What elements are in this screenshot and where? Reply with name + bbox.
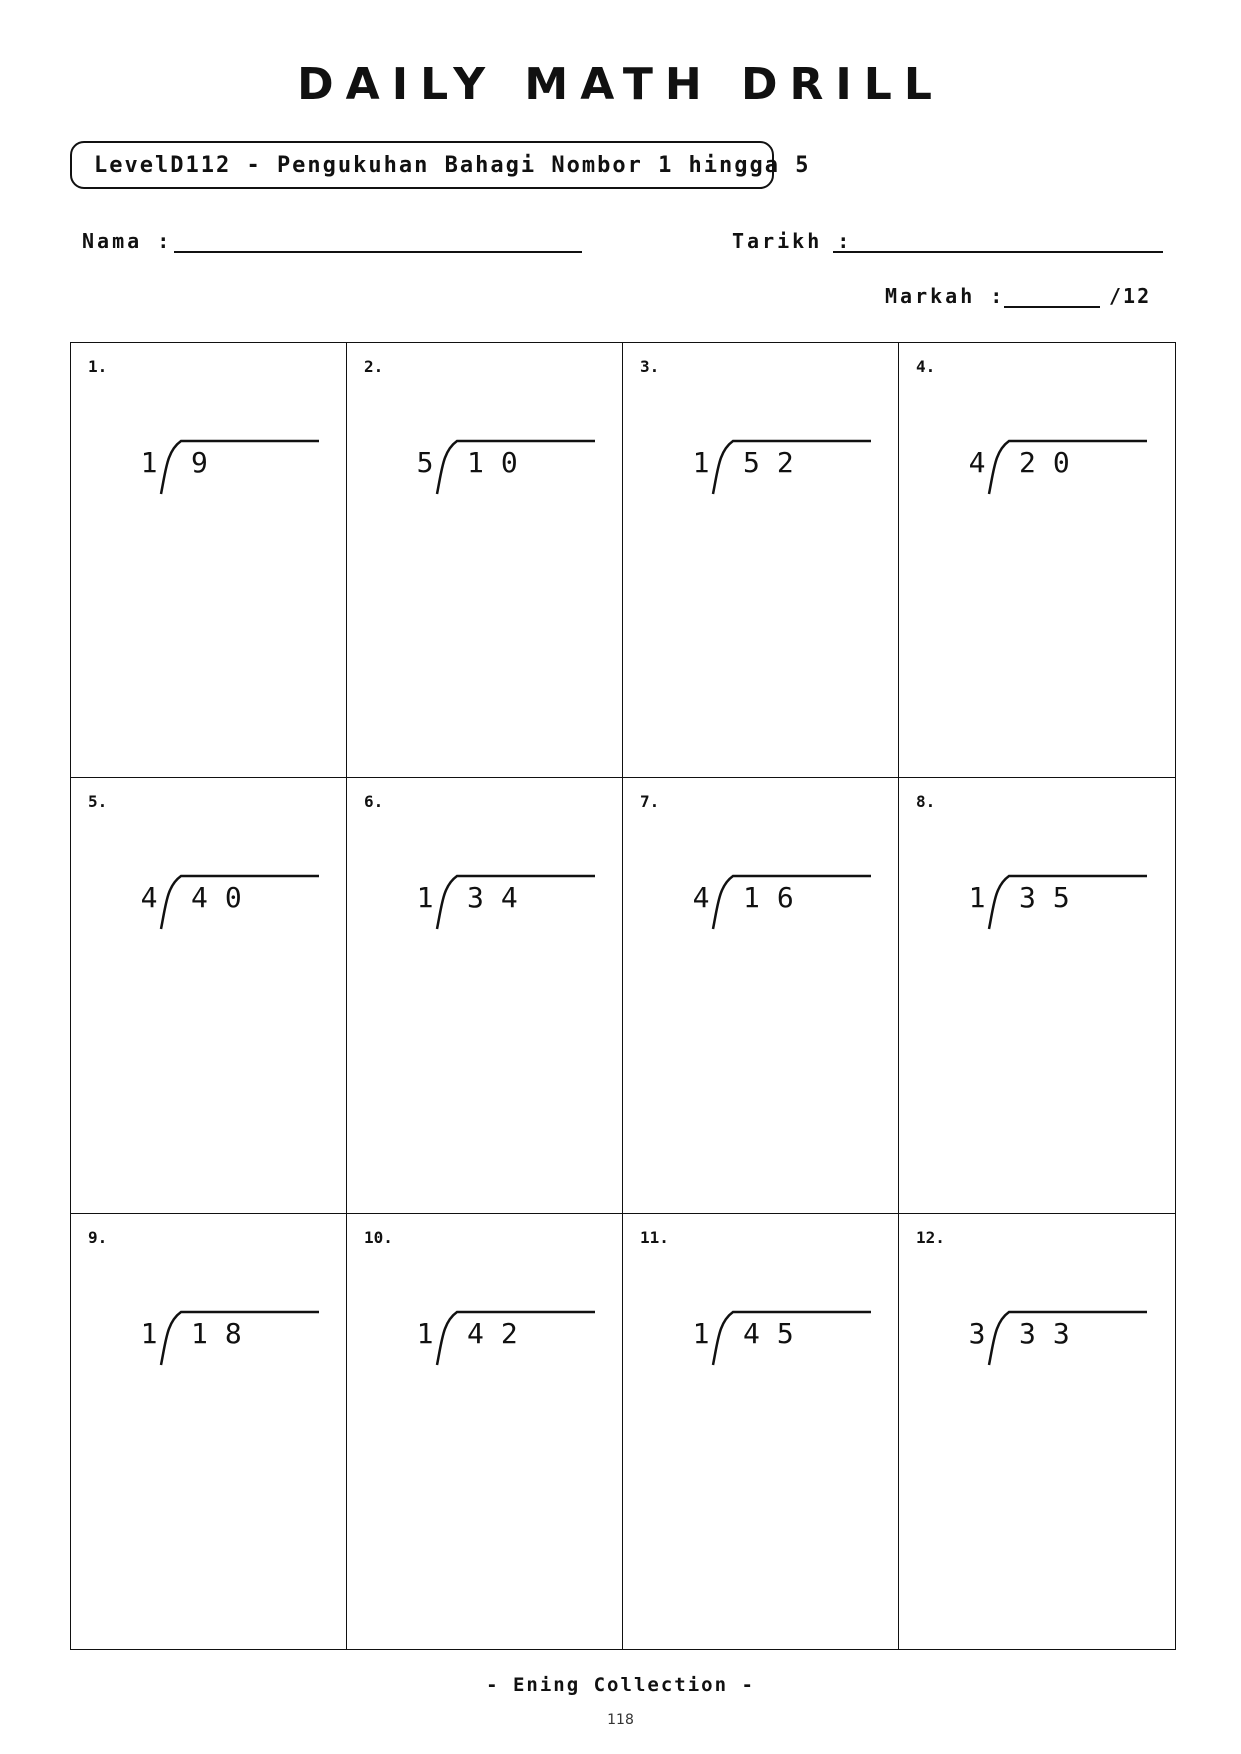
page-title: DAILY MATH DRILL [297,59,944,110]
dividend: 18 [191,1316,259,1350]
dividend: 42 [467,1316,535,1350]
marks-label: Markah : [885,284,1006,308]
problem-cell[interactable] [623,778,899,1213]
divisor: 4 [968,446,986,479]
name-field[interactable] [174,251,582,253]
marks-field[interactable] [1004,306,1100,308]
problem-number: 5. [88,792,108,812]
divisor: 1 [968,881,986,915]
problem-cell[interactable] [623,1214,899,1649]
page-number: 118 [607,1712,634,1728]
problem-number: 7. [640,792,660,812]
problem-number: 3. [640,357,660,376]
divisor: 1 [140,446,158,479]
dividend: 52 [743,446,811,479]
problem-cell[interactable] [899,343,1175,778]
divisor: 5 [416,446,434,479]
problem-number: 2. [364,357,384,376]
dividend: 40 [191,881,259,915]
problem-number: 6. [364,792,384,812]
problem-cell[interactable] [347,778,623,1213]
divisor: 1 [692,1316,710,1350]
divisor: 1 [416,1316,434,1350]
problem-cell[interactable] [347,1214,623,1649]
divisor: 4 [692,881,710,915]
name-label: Nama : [82,229,173,253]
divisor: 3 [968,1316,986,1350]
dividend: 33 [1019,1316,1087,1350]
dividend: 35 [1019,881,1087,915]
date-field[interactable] [833,251,1163,253]
problem-number: 1. [88,357,108,376]
problem-cell[interactable] [347,343,623,778]
problem-number: 4. [916,357,936,376]
problem-cell[interactable] [71,343,347,778]
divisor: 1 [416,881,434,915]
dividend: 10 [467,446,535,479]
problem-cell[interactable] [71,1214,347,1649]
dividend: 20 [1019,446,1087,479]
divisor: 1 [140,1316,158,1350]
dividend: 16 [743,881,811,915]
problem-cell[interactable] [899,778,1175,1213]
problem-number: 8. [916,792,936,812]
problem-number: 9. [88,1227,108,1247]
dividend: 9 [191,446,225,479]
problem-cell[interactable] [71,778,347,1213]
footer-credit: - Ening Collection - [486,1674,755,1696]
problem-cell[interactable] [899,1214,1175,1649]
problem-cell[interactable] [623,343,899,778]
divisor: 1 [692,446,710,479]
dividend: 34 [467,881,535,915]
problem-number: 10. [364,1227,393,1247]
problem-number: 12. [916,1227,945,1247]
dividend: 45 [743,1316,811,1350]
level-banner: LevelD112 - Pengukuhan Bahagi Nombor 1 hingga 5 [70,141,774,189]
date-label: Tarikh : [732,229,853,253]
marks-total: /12 [1109,284,1152,308]
division-bracket-icon [159,439,319,495]
problem-number: 11. [640,1227,669,1247]
problem-grid [70,342,1176,1650]
divisor: 4 [140,881,158,915]
